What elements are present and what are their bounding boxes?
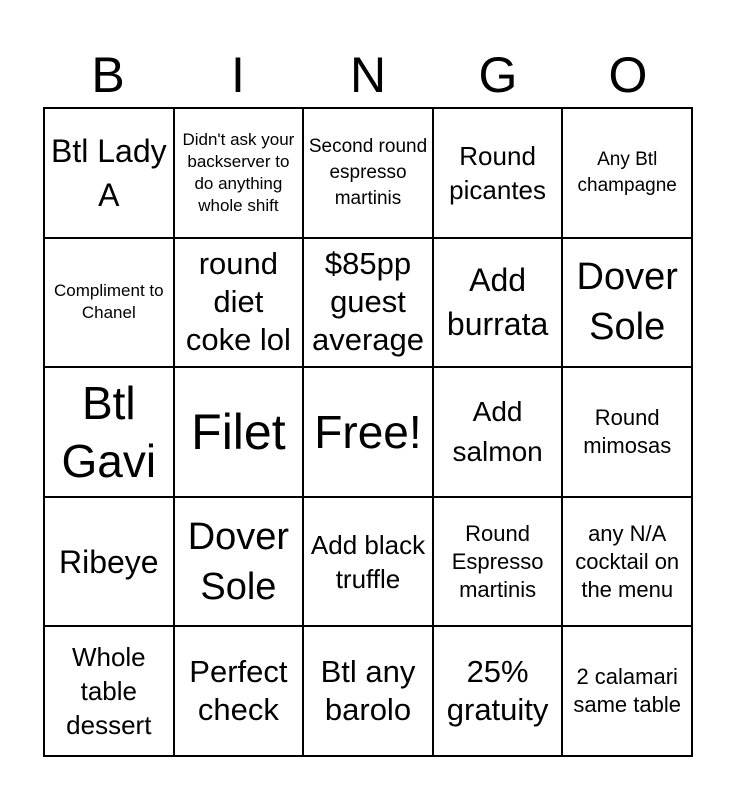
cell-label: any N/A cocktail on the menu [575,520,680,602]
bingo-cell[interactable] [44,108,174,238]
cell-label: 25% gratuity [446,654,549,728]
bingo-header [43,44,693,106]
bingo-cell[interactable] [433,238,563,368]
bingo-cell[interactable] [562,238,692,368]
bingo-cell[interactable] [174,497,304,627]
header-letter-g: G [478,47,518,103]
cell-label: Btl any barolo [320,654,416,728]
bingo-cell[interactable] [174,238,304,368]
bingo-cell[interactable] [303,238,433,368]
bingo-cell[interactable] [44,238,174,368]
bingo-cell[interactable] [433,626,563,756]
cell-label: Free! [314,405,422,458]
cell-label: Round Espresso martinis [451,520,544,602]
bingo-cell[interactable] [433,497,563,627]
cell-label: Dover Sole [576,256,678,349]
bingo-cell[interactable] [174,108,304,238]
bingo-cell[interactable] [303,497,433,627]
cell-label: Perfect check [189,654,288,728]
bingo-cell[interactable] [174,367,304,497]
header-letter-o: O [608,47,648,103]
bingo-cell[interactable] [433,108,563,238]
cell-label: Any Btl champagne [577,148,677,196]
header-letter-n: N [349,47,387,103]
bingo-cell[interactable] [44,367,174,497]
bingo-cell[interactable] [562,626,692,756]
bingo-cell[interactable] [174,626,304,756]
cell-label: Didn't ask your backserver to do anything whole shift [182,129,295,215]
bingo-cell[interactable] [303,626,433,756]
bingo-cell[interactable] [44,497,174,627]
bingo-cell[interactable] [562,497,692,627]
cell-label: Compliment to Chanel [53,281,164,323]
cell-label: Ribeye [58,543,159,580]
header-letter-b: B [91,47,125,103]
cell-label: Btl Lady A [50,132,167,213]
header-letter-i: I [231,47,245,103]
bingo-grid [43,107,693,757]
bingo-cell[interactable] [562,108,692,238]
cell-label: Whole table dessert [66,642,152,741]
cell-label: Btl Gavi [61,376,157,487]
bingo-cell-free[interactable] [303,367,433,497]
cell-label: $85pp guest average [311,246,424,358]
cell-label: Round mimosas [583,404,672,458]
bingo-cell[interactable] [44,626,174,756]
bingo-cell[interactable] [562,367,692,497]
cell-label: Dover Sole [187,515,290,608]
cell-label: Filet [191,403,286,460]
cell-label: Add burrata [446,262,549,343]
cell-label: Add black truffle [310,529,426,594]
bingo-cell[interactable] [433,367,563,497]
cell-label: Second round espresso martinis [308,135,428,209]
cell-label: round diet coke lol [185,246,291,358]
cell-label: Round picantes [449,140,547,205]
cell-label: 2 calamari same table [573,664,681,718]
bingo-cell[interactable] [303,108,433,238]
cell-label: Add salmon [452,395,543,467]
